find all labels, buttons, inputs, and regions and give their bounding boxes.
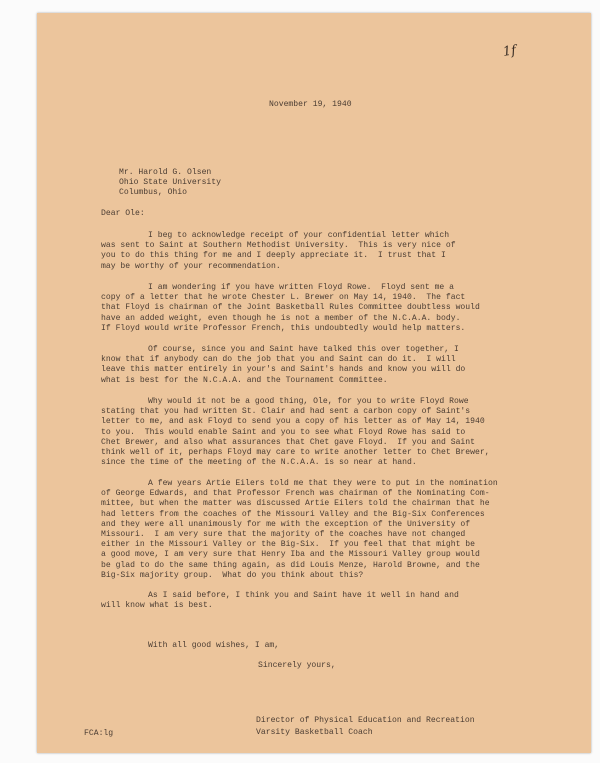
closing-phrase: Sincerely yours, xyxy=(258,661,336,670)
paragraph-line: Big-Six majority group. What do you think about this? xyxy=(101,570,364,580)
salutation: Dear Ole: xyxy=(101,209,145,218)
signature-title-line1: Director of Physical Education and Recreation xyxy=(256,716,475,725)
recipient-city: Columbus, Ohio xyxy=(119,188,187,197)
paragraph-line: since the time of the meeting of the N.C.A.A. is so near at hand. xyxy=(101,458,417,468)
paragraph-line: mittee, but when the matter was discussed Artie Eilers told the chairman that he xyxy=(101,499,490,509)
paragraph-line: stating that you had written St. Clair and had sent a carbon copy of Saint's xyxy=(101,407,471,417)
paragraph-line: I am wondering if you have written Floyd Rowe. Floyd sent me a xyxy=(148,283,454,292)
paragraph-line: a good move, I am very sure that Henry Iba and the Missouri Valley group would xyxy=(101,550,480,560)
letter-page xyxy=(37,13,591,753)
recipient-name: Mr. Harold G. Olsen xyxy=(119,168,212,177)
paragraph-line: leave this matter entirely in your's and Saint's hands and know you will do xyxy=(101,365,466,375)
paragraph-line: what is best for the N.C.A.A. and the Tournament Committee. xyxy=(101,375,388,385)
paragraph-line: Why would it not be a good thing, Ole, for you to write Floyd Rowe xyxy=(148,397,469,406)
paragraph-line: I beg to acknowledge receipt of your confidential letter which xyxy=(148,231,450,240)
paragraph-line: A few years Artie Eilers told me that they were to put in the nomination xyxy=(148,479,498,488)
paragraph-line: had letters from the coaches of the Missouri Valley and the Big-Six Conferences xyxy=(101,509,485,519)
paragraph-line: of George Edwards, and that Professor French was chairman of the Nominating Com- xyxy=(101,489,490,499)
paragraph-line: and they were all unanimously for me with the exception of the University of xyxy=(101,519,471,529)
paragraph-line: Missouri. I am very sure that the majority of the coaches have not changed xyxy=(101,530,466,539)
closing-wishes: With all good wishes, I am, xyxy=(148,641,280,650)
paragraph-line: If Floyd would write Professor French, this undoubtedly would help matters. xyxy=(101,323,466,333)
paragraph-line: As I said before, I think you and Saint have it well in hand and xyxy=(148,591,459,600)
paragraph-line: copy of a letter that he wrote Chester L. Brewer on May 14, 1940. The fact xyxy=(101,293,466,303)
recipient-org: Ohio State University xyxy=(119,178,221,187)
paragraph-line: letter to me, and ask Floyd to send you a copy of his letter as of May 14, 1940 xyxy=(101,417,485,427)
paragraph-line: Chet Brewer, and also what assurances that Chet gave Floyd. If you and Saint xyxy=(101,437,475,447)
paragraph-line: have an added weight, even though he is not a member of the N.C.A.A. body. xyxy=(101,313,461,323)
paragraph-line: to you. This would enable Saint and you to see what Floyd Rowe has said to xyxy=(101,427,466,437)
paragraph-line: was sent to Saint at Southern Methodist University. This is very nice of xyxy=(101,241,456,251)
paragraph-line: be glad to do the same thing again, as did Louis Menze, Harold Browne, and the xyxy=(101,560,480,570)
paragraph-line: either in the Missouri Valley or the Big-Six. If you feel that that might be xyxy=(101,540,475,550)
paragraph-line: think well of it, perhaps Floyd may care to write another letter to Chet Brewer, xyxy=(101,448,490,457)
paragraph-line: will know what is best. xyxy=(101,601,213,611)
signature-title-line2: Varsity Basketball Coach xyxy=(256,728,373,737)
page-number-mark: 1f xyxy=(502,43,518,60)
paragraph-line: may be worthy of your recommendation. xyxy=(101,261,281,271)
paragraph-line: you to do this thing for me and I deeply appreciate it. I trust that I xyxy=(101,251,446,261)
letter-date: November 19, 1940 xyxy=(269,100,352,109)
typist-initials: FCA:lg xyxy=(84,729,114,738)
paragraph-line: Of course, since you and Saint have talked this over together, I xyxy=(148,345,459,354)
paragraph-line: know that if anybody can do the job that you and Saint can do it. I will xyxy=(101,355,456,365)
paragraph-line: that Floyd is chairman of the Joint Basketball Rules Committee doubtless would xyxy=(101,303,480,313)
